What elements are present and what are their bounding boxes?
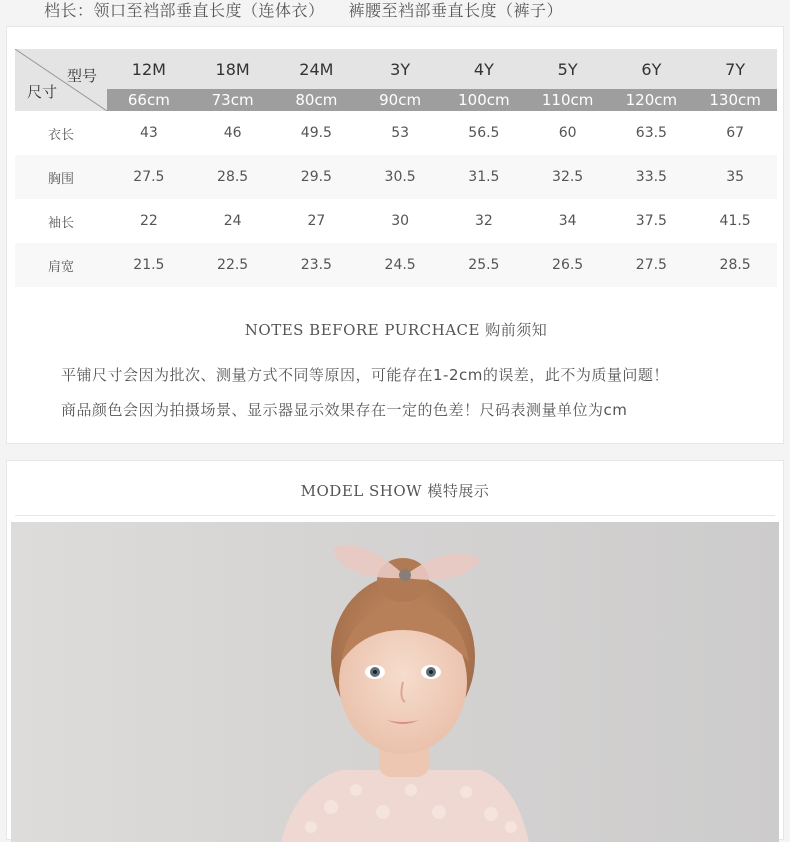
height-header: 110cm	[526, 89, 610, 111]
corner-label-type: 型号	[66, 67, 97, 85]
row-label: 衣长	[47, 127, 74, 143]
size-header: 18M	[191, 49, 275, 89]
size-chart-card	[6, 26, 784, 444]
table-cell: 34	[558, 213, 577, 229]
table-cell: 60	[558, 125, 577, 141]
bow-right	[407, 554, 481, 580]
height-header: 120cm	[610, 89, 694, 111]
table-cell: 33.5	[610, 155, 694, 199]
corner-label-size: 尺寸	[27, 83, 58, 101]
table-cell: 56.5	[468, 125, 500, 141]
size-header: 5Y	[526, 49, 610, 89]
table-cell: 41.5	[719, 213, 751, 229]
table-cell: 63.5	[635, 125, 667, 141]
table-cell: 53	[391, 125, 410, 141]
size-header: 6Y	[610, 49, 694, 89]
table-cell: 28.5	[191, 155, 275, 199]
table-cell: 28.5	[693, 243, 777, 287]
height-header: 66cm	[107, 89, 191, 111]
table-cell: 27	[307, 213, 326, 229]
table-cell: 21.5	[107, 243, 191, 287]
table-cell: 67	[726, 125, 745, 141]
size-header: 4Y	[442, 49, 526, 89]
table-corner-header	[15, 49, 107, 111]
size-table-wrapper	[15, 49, 777, 287]
crotch-length-note	[0, 0, 790, 26]
model-show-card	[6, 460, 784, 840]
size-header: 12M	[107, 49, 191, 89]
table-cell: 25.5	[442, 243, 526, 287]
table-cell: 32	[474, 213, 493, 229]
notes-title: NOTES BEFORE PURCHACE 购前须知	[244, 321, 548, 339]
table-cell: 30.5	[358, 155, 442, 199]
height-header: 73cm	[191, 89, 275, 111]
size-table	[15, 49, 777, 287]
table-cell: 27.5	[107, 155, 191, 199]
table-cell: 49.5	[300, 125, 332, 141]
table-cell: 31.5	[442, 155, 526, 199]
note-color-difference: 商品颜色会因为拍摄场景、显示器显示效果存在一定的色差！尺码表测量单位为cm	[61, 401, 628, 419]
height-header: 100cm	[442, 89, 526, 111]
table-cell: 30	[391, 213, 410, 229]
row-label: 袖长	[47, 215, 74, 231]
size-header: 3Y	[358, 49, 442, 89]
table-row-chest	[15, 155, 777, 199]
table-cell: 27.5	[610, 243, 694, 287]
divider	[15, 515, 775, 516]
table-row-sleeve	[15, 199, 777, 243]
table-cell: 35	[693, 155, 777, 199]
height-header: 130cm	[693, 89, 777, 111]
table-cell: 22	[139, 213, 158, 229]
height-header: 80cm	[275, 89, 359, 111]
table-cell: 26.5	[526, 243, 610, 287]
table-cell: 43	[139, 125, 158, 141]
table-cell: 29.5	[275, 155, 359, 199]
table-cell: 32.5	[526, 155, 610, 199]
girl-illustration	[11, 522, 779, 842]
table-cell: 24	[223, 213, 242, 229]
table-cell: 24.5	[358, 243, 442, 287]
row-label: 肩宽	[15, 243, 107, 287]
model-show-title: MODEL SHOW 模特展示	[300, 482, 490, 500]
table-row-length	[15, 111, 777, 155]
note-measurement-error: 平铺尺寸会因为批次、测量方式不同等原因，可能存在1-2cm的误差，此不为质量问题！	[61, 366, 669, 384]
size-header: 7Y	[693, 49, 777, 89]
row-label: 胸围	[15, 155, 107, 199]
dress	[281, 770, 529, 842]
crotch-note-pants: 裤腰至裆部垂直长度（裤子）	[348, 1, 564, 20]
height-header: 90cm	[358, 89, 442, 111]
table-cell: 37.5	[635, 213, 667, 229]
table-cell: 23.5	[275, 243, 359, 287]
model-photo	[11, 522, 779, 842]
crotch-note-onesie: 档长：领口至裆部垂直长度（连体衣）	[44, 1, 325, 20]
table-cell: 46	[223, 125, 242, 141]
size-header: 24M	[275, 49, 359, 89]
table-row-shoulder	[15, 243, 777, 287]
table-cell: 22.5	[191, 243, 275, 287]
